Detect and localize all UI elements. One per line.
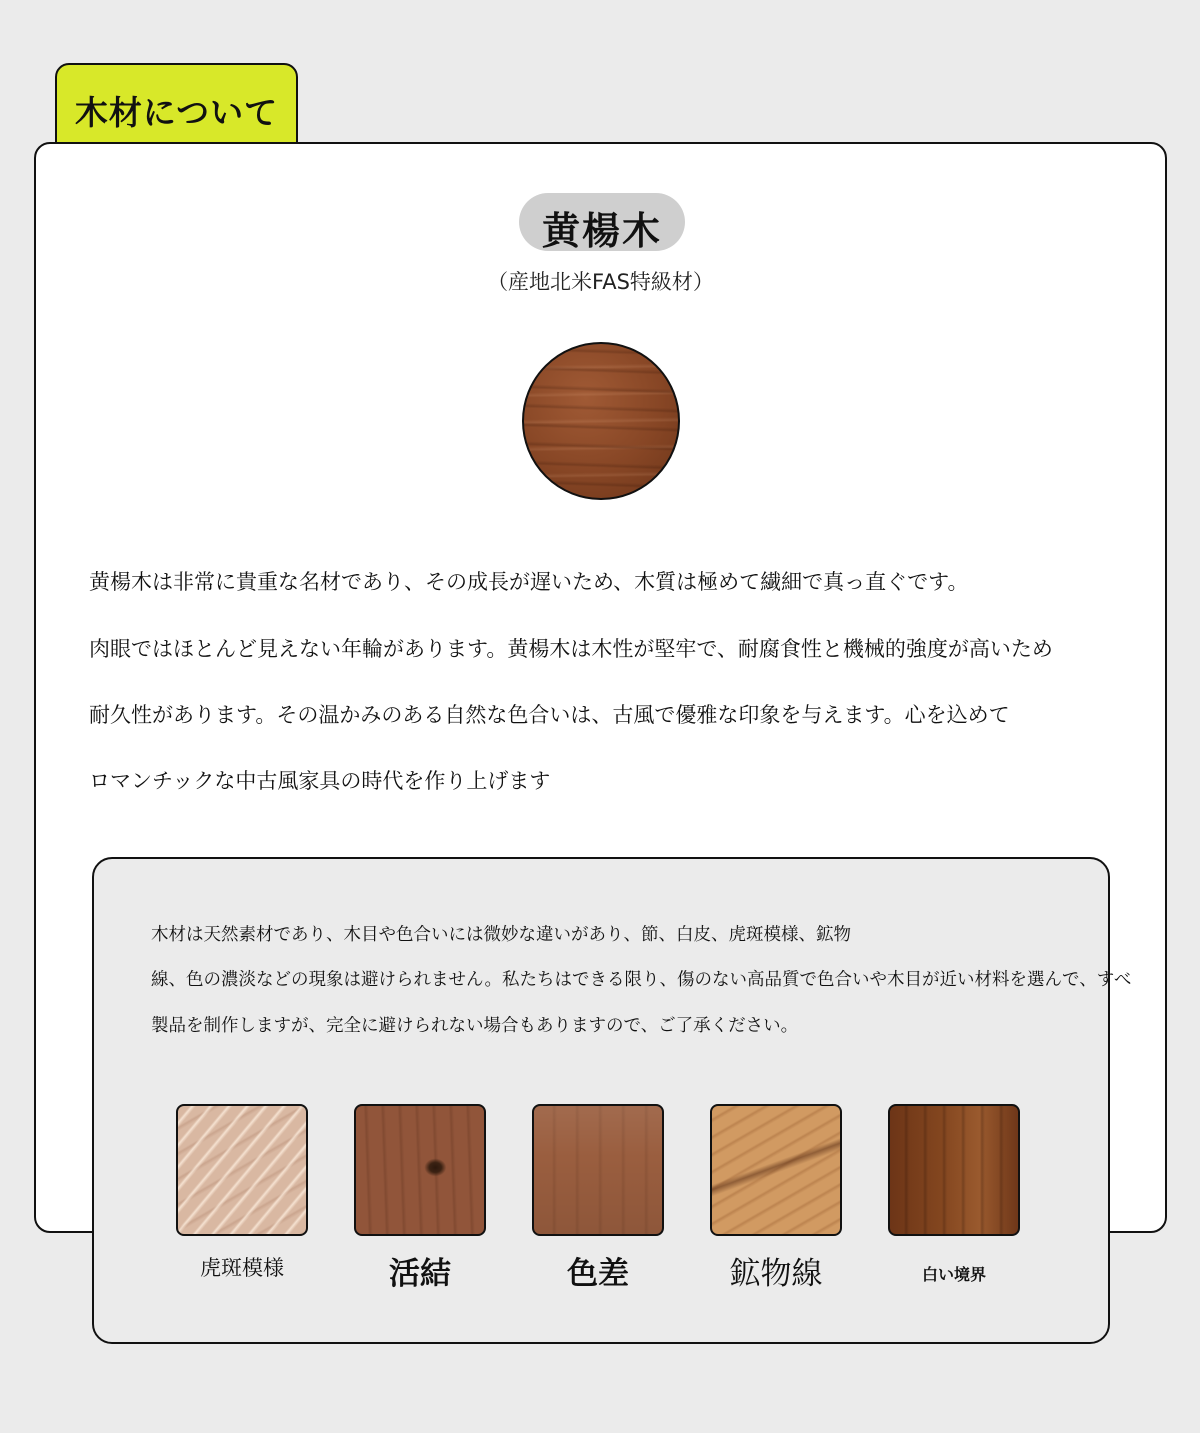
mineral-line-label: 鉱物線 [729, 1256, 823, 1292]
white-border-label: 白い境界 [921, 1265, 986, 1284]
wood-description-line: 耐久性があります。その温かみのある自然な色合いは、古風で優雅な印象を与えます。心を込めて [89, 703, 1010, 727]
color-difference-swatch [532, 1104, 664, 1236]
wood-origin: （産地北米FAS特級材） [487, 270, 714, 294]
tiger-stripe-swatch [176, 1104, 308, 1236]
wood-description-line: 肉眼ではほとんど見えない年輪があります。黄楊木は木性が堅牢で、耐腐食性と機械的強度が高いため [89, 637, 1053, 661]
wood-name-badge [519, 193, 685, 251]
wood-description-line: ロマンチックな中古風家具の時代を作り上げます [89, 769, 551, 793]
live-knot-swatch [354, 1104, 486, 1236]
notice-line: 製品を制作しますが、完全に避けられない場合もありますので、ご了承ください。 [151, 1016, 799, 1036]
natural-material-notice [92, 857, 1132, 1344]
white-border-swatch [888, 1104, 1020, 1236]
live-knot-label: 活結 [389, 1256, 451, 1292]
tiger-stripe-label: 虎斑模様 [200, 1256, 284, 1280]
notice-line: 木材は天然素材であり、木目や色合いには微妙な違いがあり、節、白皮、虎斑模様、鉱物 [151, 925, 851, 945]
section-tab-label: 木材について [74, 93, 279, 132]
mineral-line-swatch [710, 1104, 842, 1236]
notice-line: 線、色の濃淡などの現象は避けられません。私たちはできる限り、傷のない高品質で色合いや木目が近い材料を選んで、すべ [151, 970, 1132, 990]
color-difference-label: 色差 [567, 1256, 629, 1292]
wood-description-line: 黄楊木は非常に貴重な名材であり、その成長が遅いため、木質は極めて繊細で真っ直ぐです。 [89, 570, 969, 594]
wood-name: 黄楊木 [541, 209, 662, 253]
wood-swatch-image [522, 342, 680, 500]
